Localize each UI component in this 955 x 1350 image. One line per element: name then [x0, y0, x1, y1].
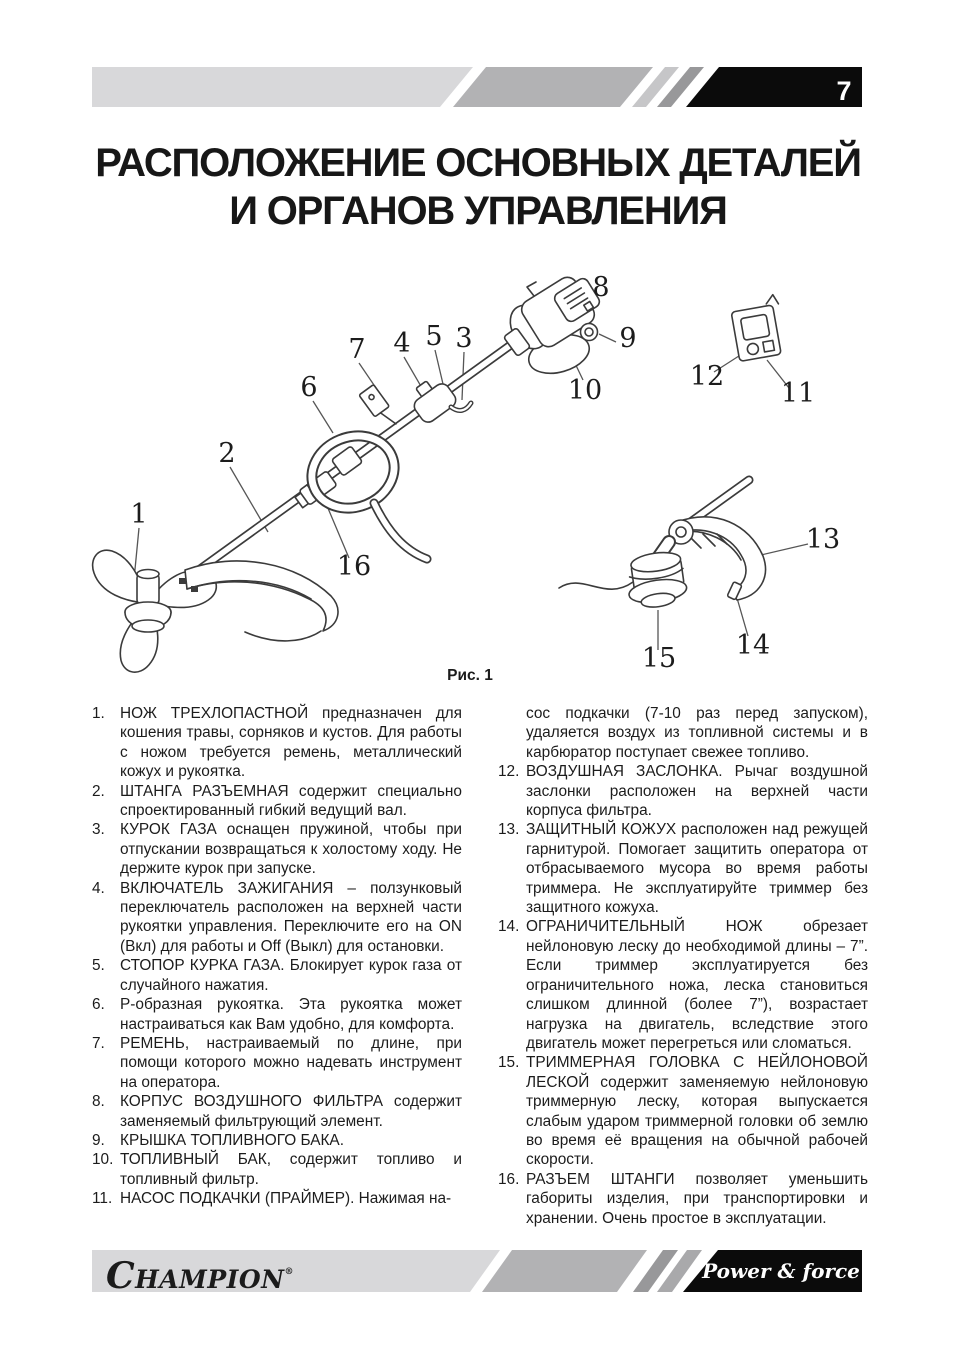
part-description: КУРОК ГАЗА оснащен пружиной, чтобы при отпускании возвращаться к холостому ходу. Не держите курок при запуске.	[120, 821, 462, 878]
callout-8: 8	[592, 272, 610, 303]
callout-14: 14	[735, 630, 771, 661]
part-item-13	[498, 820, 868, 917]
page-title-line-1: РАСПОЛОЖЕНИЕ ОСНОВНЫХ ДЕТАЛЕЙ	[95, 141, 861, 185]
callout-15: 15	[641, 643, 677, 674]
callout-3: 3	[455, 323, 473, 354]
part-number: 8.	[92, 1093, 105, 1111]
part-description: РЕМЕНЬ, настраиваемый по длине, при помощи которого можно надевать инструмент на оператора.	[120, 1034, 462, 1091]
callout-9: 9	[619, 323, 637, 354]
part-description: ВОЗДУШНАЯ ЗАСЛОНКА. Рычаг воздушной заслонки расположен на верхней части корпуса фильтра.	[526, 763, 868, 820]
trimmer-head-detail	[559, 480, 765, 611]
parts-list-left-column	[92, 704, 462, 1228]
header-bar	[92, 67, 862, 107]
carburetor-detail	[729, 294, 787, 361]
part-item-16	[498, 1170, 868, 1228]
part-number: 14.	[498, 918, 520, 936]
part-number: 12.	[498, 763, 520, 781]
footer-segment-medium	[482, 1250, 647, 1292]
part-item-3	[92, 820, 462, 878]
part-item-11-continuation: сос подкачки (7-10 раз перед запуском), удаляется воздух из топливной системы и в карбюратор поступает свежее топливо.	[526, 705, 868, 761]
part-item-11	[92, 1189, 462, 1208]
part-item-1	[92, 704, 462, 782]
parts-list-right-column	[498, 704, 868, 1228]
part-description: ТРИММЕРНАЯ ГОЛОВКА С НЕЙЛОНОВОЙ ЛЕСКОЙ содержит заменяемую нейлоновую триммерную леску, которая выпускается слабым ударом триммерной головки об землю во время её вращения на обычной рабочей скорости.	[526, 1054, 868, 1169]
part-item-9	[92, 1131, 462, 1150]
engine-block	[503, 274, 602, 380]
part-description: СТОПОР КУРКА ГАЗА. Блокирует курок газа от случайного нажатия.	[120, 957, 462, 994]
part-item-5	[92, 956, 462, 995]
part-item-12	[498, 762, 868, 820]
loop-handle	[301, 424, 427, 559]
header-segment-medium	[453, 67, 653, 107]
part-number: 1.	[92, 705, 105, 722]
part-number: 7.	[92, 1034, 105, 1052]
callout-10: 10	[567, 375, 603, 406]
part-description: РАЗЪЕМ ШТАНГИ позволяет уменьшить габориты изделия, при транспортировки и хранении. Очень простое в эксплуатации.	[526, 1170, 868, 1227]
part-number: 13.	[498, 821, 520, 839]
part-item-8	[92, 1092, 462, 1131]
page-number: 7	[836, 76, 852, 106]
parts-list	[92, 704, 868, 1228]
callout-16: 16	[336, 551, 372, 582]
part-item-6	[92, 995, 462, 1034]
blade-head	[93, 550, 338, 677]
callout-7: 7	[348, 334, 366, 365]
part-item-7	[92, 1034, 462, 1092]
part-number: 15.	[498, 1054, 520, 1072]
part-description: ВКЛЮЧАТЕЛЬ ЗАЖИГАНИЯ – ползунковый переключатель расположен на верхней части рукоятки управления. Переключите его на ON (Вкл) для работы и Off (Выкл) для остановки.	[120, 879, 462, 955]
part-description: НОЖ ТРЕХЛОПАСТНОЙ предназначен для кошения травы, сорняков и кустов. Для работы с ножом требуется ремень, металлический кожух и рукоятка.	[120, 705, 462, 781]
brand-tagline: Power & force	[702, 1259, 860, 1283]
page-title-line-2: И ОРГАНОВ УПРАВЛЕНИЯ	[229, 189, 727, 233]
part-number: 6.	[92, 996, 105, 1014]
brand-logo	[106, 1254, 294, 1297]
part-item-2	[92, 782, 462, 821]
callout-2: 2	[218, 438, 236, 469]
callout-11: 11	[780, 378, 816, 409]
part-item-14	[498, 917, 868, 1053]
part-number: 3.	[92, 821, 105, 839]
part-number: 5.	[92, 957, 105, 975]
part-description: Р-образная рукоятка. Эта рукоятка может настраиваться как Вам удобно, для комфорта.	[120, 996, 462, 1033]
figure-caption: Рис. 1	[447, 667, 493, 684]
callout-12: 12	[689, 361, 725, 392]
callout-1: 1	[130, 499, 148, 530]
figure-callouts	[130, 272, 840, 674]
callout-4: 4	[393, 328, 411, 359]
part-description: ТОПЛИВНЫЙ БАК, содержит топливо и топливный фильтр.	[120, 1151, 462, 1188]
brand-name: CHAMPION	[106, 1255, 285, 1297]
part-number: 11.	[92, 1190, 113, 1208]
callout-6: 6	[300, 372, 318, 403]
part-description: ШТАНГА РАЗЪЕМНАЯ содержит специально спроектированный гибкий ведущий вал.	[120, 782, 462, 820]
part-number: 10.	[92, 1151, 114, 1169]
part-item-15	[498, 1053, 868, 1169]
part-description: ОГРАНИЧИТЕЛЬНЫЙ НОЖ обрезает нейлоновую леску до необходимой длины – 7”. Если триммер эксплуатируется без ограничительного ножа, леска становиться слишком длинной (более 7”), возрастает нагрузка на двигатель, вследствие этого двигатель может перегреться или сломаться.	[526, 918, 868, 1052]
part-description: КРЫШКА ТОПЛИВНОГО БАКА.	[120, 1131, 344, 1149]
part-number: 4.	[92, 879, 105, 897]
part-item-10	[92, 1150, 462, 1189]
registered-trademark-icon: ®	[284, 1267, 294, 1277]
part-number: 16.	[498, 1170, 520, 1188]
page-title	[92, 139, 864, 235]
header-segment-light	[92, 67, 473, 107]
callout-13: 13	[805, 524, 841, 555]
part-number: 9.	[92, 1131, 105, 1149]
part-number: 2.	[92, 782, 105, 800]
part-item-4	[92, 879, 462, 957]
part-description: КОРПУС ВОЗДУШНОГО ФИЛЬТРА содержит заменяемый фильтрующий элемент.	[120, 1093, 462, 1130]
part-description: ЗАЩИТНЫЙ КОЖУХ расположен над режущей гарнитурой. Помогает защитить оператора от отбрасываемого мусора во время работы триммера. Не эксплуатируйте триммер без защитного кожуха.	[526, 821, 868, 917]
figure-1-illustration	[85, 260, 955, 690]
part-description: НАСОС ПОДКАЧКИ (ПРАЙМЕР). Нажимая на-	[120, 1190, 452, 1208]
callout-5: 5	[425, 321, 443, 352]
